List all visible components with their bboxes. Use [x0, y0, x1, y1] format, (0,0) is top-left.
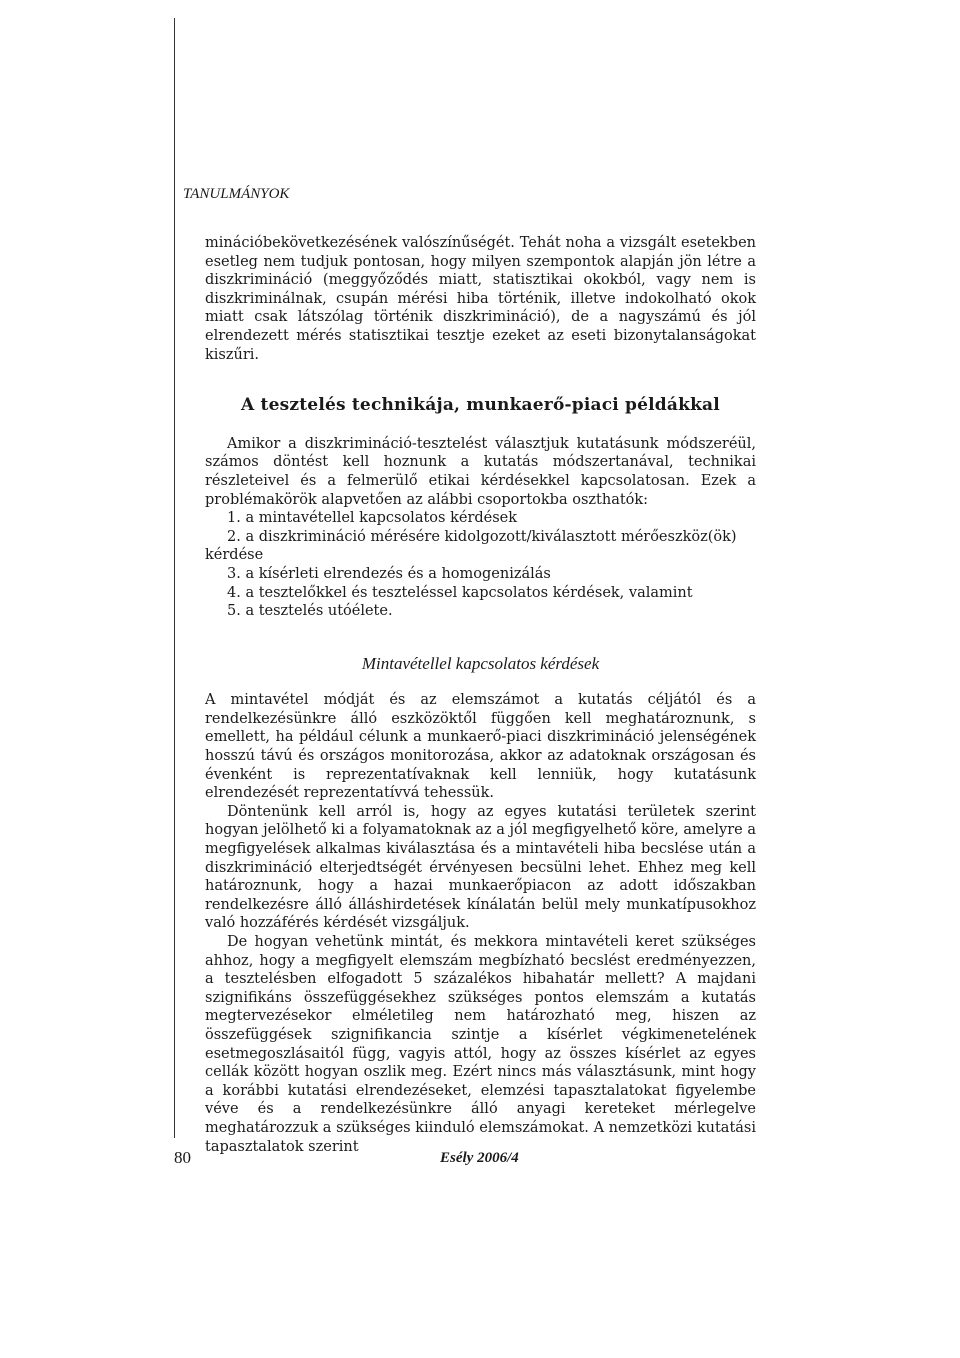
paragraph: Döntenünk kell arról is, hogy az egyes kutatási területek szerint hogyan jelölhető ki a folyamatoknak az a jól megfigyelhető köre, amelyre a megfigyelések alkalmas kiválasztása és a mintavételi hiba becslése után a diszkrimináció elterjedtségét érvényesen becsülni lehet. Ehhez meg kell határoznunk, hogy a hazai munkaerőpiacon az adott időszakban rendelkezésre álló álláshirdetések kínálatán belül mely munkatípusokhoz való hozzáférés kérdését vizsgáljuk. [205, 803, 756, 932]
running-head: TANULMÁNYOK [183, 186, 290, 202]
list-item: 2. a diszkrimináció mérésére kidolgozott/kiválasztott mérőeszköz(ök) kérdése [205, 528, 737, 564]
paragraph: A mintavétel módját és az elemszámot a kutatás céljától és a rendelkezésünkre álló eszközöktől függően kell meghatároznunk, s emellett, ha például célunk a munkaerő-piaci diszkrimináció jelenségének hosszú távú és országos monitorozása, akkor az adatoknak országosan és évenként is reprezentatívaknak kell lenniük, hogy kutatásunk elrendezését reprezentatívvá tehessük. [205, 692, 756, 802]
list-item: 1. a mintavétellel kapcsolatos kérdések [227, 510, 518, 527]
page-content [205, 234, 756, 1156]
list-item: 3. a kísérleti elrendezés és a homogenizálás [227, 565, 551, 582]
list-item: 4. a tesztelőkkel és teszteléssel kapcsolatos kérdések, valamint [227, 584, 693, 601]
list-item: 5. a tesztelés utóélete. [227, 603, 393, 620]
margin-rule [174, 18, 175, 1138]
problem-list [205, 509, 756, 621]
page-number: 80 [174, 1148, 191, 1167]
paragraph: De hogyan vehetünk mintát, és mekkora mintavételi keret szükséges ahhoz, hogy a megfigyelt elemszám megbízható becslést eredményezzen, a tesztelésben elfogadott 5 százalékos hibahatár mellett? A majdani szignifikáns összefüggésekhez szükséges pontos elemszám a kutatás megtervezésekor elméletileg nem határozható meg, hiszen az összefüggések szignifikancia szintje a kísérlet végkimenetelének esetmegoszlásaitól függ, vagyis attól, hogy az összes kísérlet az egyes cellák között hogyan oszlik meg. Ezért nincs más választásunk, mint hogy a korábbi kutatási elrendezéseket, elemzési tapasztalatokat figyelembe véve és a rendelkezésünkre álló anyagi kereteket mérlegelve meghatározzuk a szükséges kiinduló elemszámokat. A nemzetközi kutatási tapasztalatok szerint [205, 934, 756, 1155]
subsection-title: Mintavétellel kapcsolatos kérdések [361, 653, 600, 673]
section-paragraph: Amikor a diszkrimináció-tesztelést választjuk kutatásunk módszeréül, számos döntést kell hoznunk a kutatás módszertanával, technikai részleteivel és a felmerülő etikai kérdésekkel kapcsolatosan. Ezek a problémakörök alapvetően az alábbi csoportokba oszthatók: [205, 435, 756, 508]
journal-footer: Esély 2006/4 [440, 1150, 519, 1166]
intro-paragraph: minációbekövetkezésének valószínűségét. Tehát noha a vizsgált esetekben esetleg nem tudjuk pontosan, hogy milyen szempontok alapján jön létre a diszkrimináció (meggyőződés miatt, statisztikai okokból, vagy nem is diszkriminálnak, csupán mérési hiba történik, illetve indokolható okok miatt csak látszólag történik diszkrimináció), de a nagyszámú és jól elrendezett mérés statisztikai tesztje ezeket az eseti bizonytalanságokat kiszűri. [205, 235, 756, 363]
section-title: A tesztelés technikája, munkaerő-piaci példákkal [241, 395, 720, 416]
